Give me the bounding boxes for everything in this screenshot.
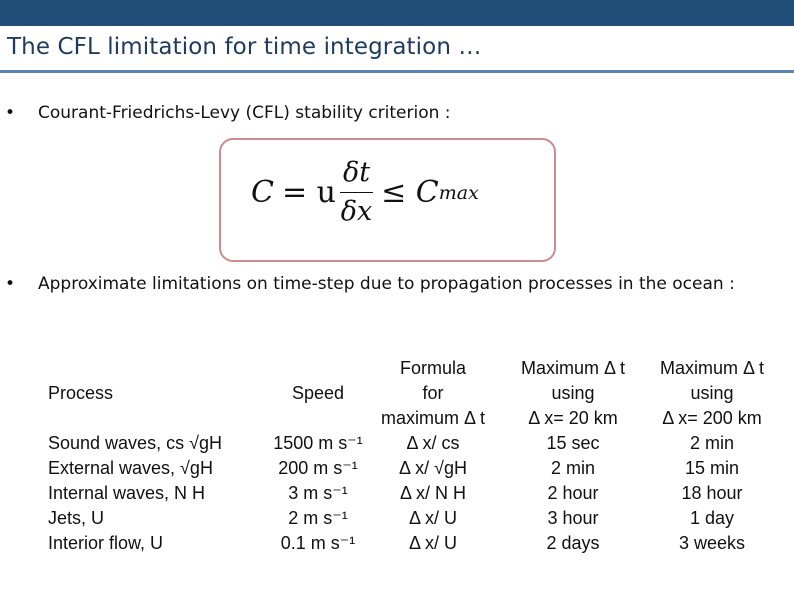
header-formula-line3: maximum Δ t: [380, 408, 486, 428]
cell-process: Interior flow, U: [48, 533, 164, 553]
cell-process: Jets, U: [48, 508, 105, 528]
cfl-formula: [251, 154, 479, 231]
formula-numerator: δt: [340, 154, 373, 193]
cell-process: Sound waves, cs √gH: [48, 433, 222, 453]
cell-formula: Δ x/ cs: [406, 433, 460, 453]
cell-max-200km: 15 min: [684, 458, 740, 478]
cell-formula: Δ x/ U: [408, 533, 458, 553]
cell-formula: Δ x/ U: [408, 508, 458, 528]
header-process: Process: [48, 383, 114, 403]
cell-speed: 2 m s⁻¹: [288, 508, 348, 528]
slide-title: The CFL limitation for time integration …: [7, 34, 482, 60]
cell-speed: 0.1 m s⁻¹: [280, 533, 356, 553]
bullet-text: Courant-Friedrichs-Levy (CFL) stability criterion :: [38, 103, 451, 123]
header-max20-line1: Maximum Δ t: [520, 358, 626, 378]
cell-max-200km: 3 weeks: [678, 533, 746, 553]
header-speed: Speed: [291, 383, 345, 403]
formula-sub: max: [438, 181, 479, 204]
title-underline: [0, 70, 794, 73]
cell-max-20km: 2 min: [550, 458, 595, 478]
top-banner: [0, 0, 794, 26]
header-max20-line2: using: [551, 383, 595, 403]
cell-speed: 200 m s⁻¹: [278, 458, 358, 478]
cell-max-20km: 3 hour: [547, 508, 599, 528]
cell-speed: 1500 m s⁻¹: [273, 433, 363, 453]
cell-max-20km: 2 days: [546, 533, 600, 553]
cell-max-20km: 2 hour: [547, 483, 599, 503]
cell-speed: 3 m s⁻¹: [288, 483, 348, 503]
cell-max-200km: 18 hour: [681, 483, 743, 503]
cell-max-200km: 1 day: [689, 508, 735, 528]
header-max200-line1: Maximum Δ t: [659, 358, 765, 378]
cell-process: External waves, √gH: [48, 458, 213, 478]
cell-formula: Δ x/ √gH: [399, 458, 467, 478]
header-max200-line2: using: [690, 383, 734, 403]
formula-lhs: C: [251, 175, 274, 210]
formula-fraction: [340, 154, 373, 231]
formula-eq: = u: [281, 175, 336, 210]
formula-box: [219, 138, 556, 262]
header-formula-line2: for: [422, 383, 444, 403]
bullet-text: Approximate limitations on time-step due to propagation processes in the ocean :: [38, 274, 735, 294]
cell-max-200km: 2 min: [689, 433, 734, 453]
bullet-approx-limitations: [5, 269, 765, 300]
bullet-marker: •: [5, 274, 16, 294]
header-formula-line1: Formula: [399, 358, 466, 378]
cell-max-20km: 15 sec: [546, 433, 600, 453]
formula-denominator: δx: [340, 196, 373, 227]
bullet-marker: •: [5, 103, 16, 123]
cell-formula: Δ x/ N H: [399, 483, 467, 503]
formula-rel: ≤ C: [381, 175, 439, 210]
header-max20-line3: Δ x= 20 km: [528, 408, 618, 428]
header-max200-line3: Δ x= 200 km: [662, 408, 762, 428]
bullet-cfl-criterion: [5, 98, 451, 129]
cell-process: Internal waves, N H: [48, 483, 206, 503]
